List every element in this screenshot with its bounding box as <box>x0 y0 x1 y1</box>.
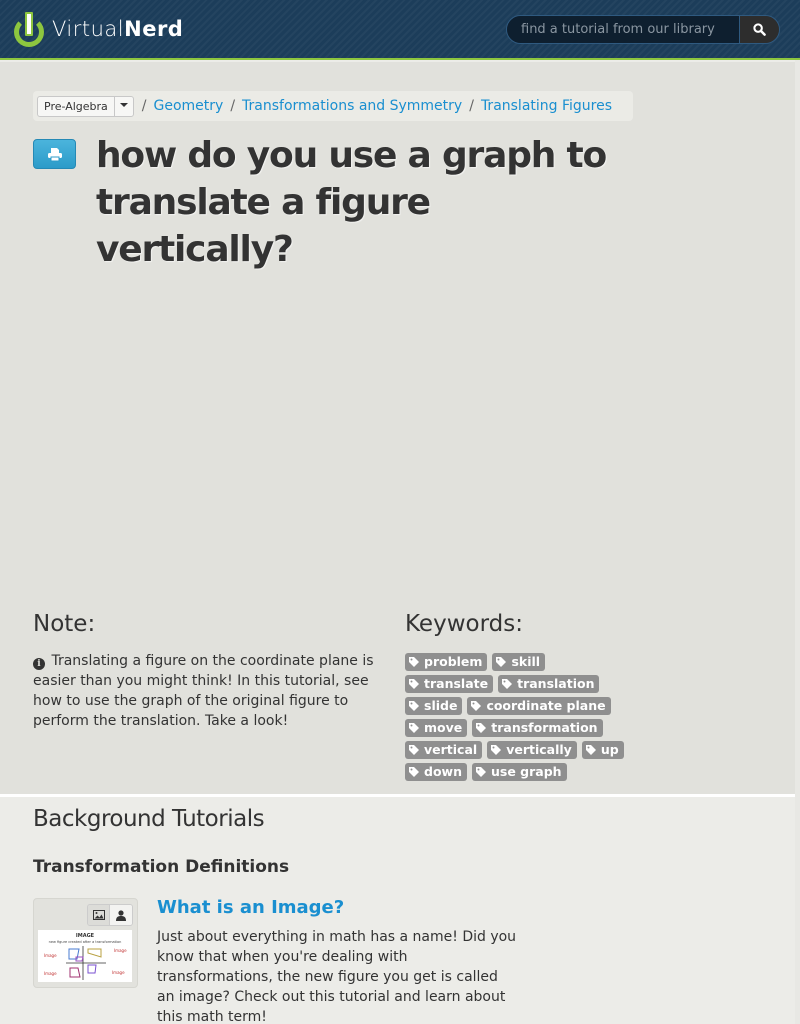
tutorial-title-link[interactable]: What is an Image? <box>157 897 345 918</box>
search-button[interactable] <box>739 16 779 43</box>
tag-icon <box>409 701 419 711</box>
info-icon: i <box>33 658 45 670</box>
breadcrumb-transformations[interactable]: Transformations and Symmetry <box>242 98 463 114</box>
keyword-tag[interactable]: vertical <box>405 741 482 759</box>
tutorial-thumbnail-image <box>38 930 132 982</box>
keyword-tag[interactable]: slide <box>405 697 462 715</box>
tag-icon <box>491 745 501 755</box>
user-icon <box>116 910 126 921</box>
breadcrumb-geometry[interactable]: Geometry <box>153 98 224 114</box>
breadcrumb-separator: / <box>141 98 147 114</box>
power-pencil-logo-icon <box>13 11 45 47</box>
tag-icon <box>409 679 419 689</box>
page-edge <box>795 60 800 1024</box>
section-divider <box>0 794 795 797</box>
breadcrumb <box>33 91 633 121</box>
tag-icon <box>586 745 596 755</box>
keyword-tag[interactable]: use graph <box>472 763 567 781</box>
keyword-tag[interactable]: down <box>405 763 467 781</box>
logo-text: VirtualNerd <box>52 17 184 41</box>
user-view-button[interactable] <box>110 905 132 925</box>
logo[interactable] <box>13 11 183 47</box>
svg-text:Image: Image <box>114 948 127 953</box>
keyword-tag[interactable]: coordinate plane <box>467 697 610 715</box>
svg-text:Image: Image <box>44 953 57 958</box>
keyword-tag[interactable]: problem <box>405 653 487 671</box>
tag-icon <box>476 723 486 733</box>
image-icon <box>93 910 105 920</box>
note-body: Translating a figure on the coordinate plane is easier than you might think! In this tutorial, see how to use the graph of the original figure to perform the translation. Take a look! <box>33 653 374 729</box>
tag-icon <box>476 767 486 777</box>
svg-text:new figure created after a tra: new figure created after a transformation <box>48 940 122 944</box>
keyword-tags <box>405 653 635 781</box>
site-header <box>0 0 800 60</box>
print-button[interactable] <box>33 139 76 169</box>
tag-icon <box>409 767 419 777</box>
tag-icon <box>471 701 481 711</box>
keyword-tag[interactable]: translation <box>498 675 599 693</box>
tag-icon <box>409 745 419 755</box>
tutorial-description: Just about everything in math has a name! Did you know that when you're dealing with transformations, the new figure you get is called an image? Check out this tutorial and learn about this math term! <box>157 929 517 1024</box>
chevron-down-icon[interactable] <box>114 97 133 116</box>
breadcrumb-separator: / <box>230 98 236 114</box>
print-icon <box>47 147 63 162</box>
thumbnail-toggle <box>87 904 133 926</box>
svg-text:Image: Image <box>112 970 125 975</box>
keyword-tag[interactable]: move <box>405 719 467 737</box>
page-title: how do you use a graph to translate a figure vertically? <box>96 135 607 270</box>
subject-dropdown-label: Pre-Algebra <box>44 99 108 113</box>
search-icon <box>753 23 766 36</box>
tutorial-thumbnail[interactable] <box>33 898 138 988</box>
keywords-heading: Keywords: <box>405 611 523 637</box>
search-input[interactable] <box>507 16 739 43</box>
tag-icon <box>409 723 419 733</box>
keyword-tag[interactable]: vertically <box>487 741 577 759</box>
search-bar <box>506 15 780 44</box>
keyword-tag[interactable]: translate <box>405 675 493 693</box>
background-tutorials-heading: Background Tutorials <box>33 806 265 832</box>
section-subheading: Transformation Definitions <box>33 857 290 877</box>
breadcrumb-separator: / <box>469 98 474 114</box>
svg-text:Image: Image <box>44 971 57 976</box>
note-heading: Note: <box>33 611 96 637</box>
tag-icon <box>502 679 512 689</box>
breadcrumb-translating-figures[interactable]: Translating Figures <box>480 98 613 114</box>
image-view-button[interactable] <box>88 905 110 925</box>
keyword-tag[interactable]: skill <box>492 653 545 671</box>
tag-icon <box>409 657 419 667</box>
tag-icon <box>496 657 506 667</box>
subject-dropdown[interactable] <box>37 96 134 117</box>
svg-text:IMAGE: IMAGE <box>75 933 95 939</box>
keyword-tag[interactable]: transformation <box>472 719 602 737</box>
note-text <box>33 651 383 731</box>
keyword-tag[interactable]: up <box>582 741 624 759</box>
